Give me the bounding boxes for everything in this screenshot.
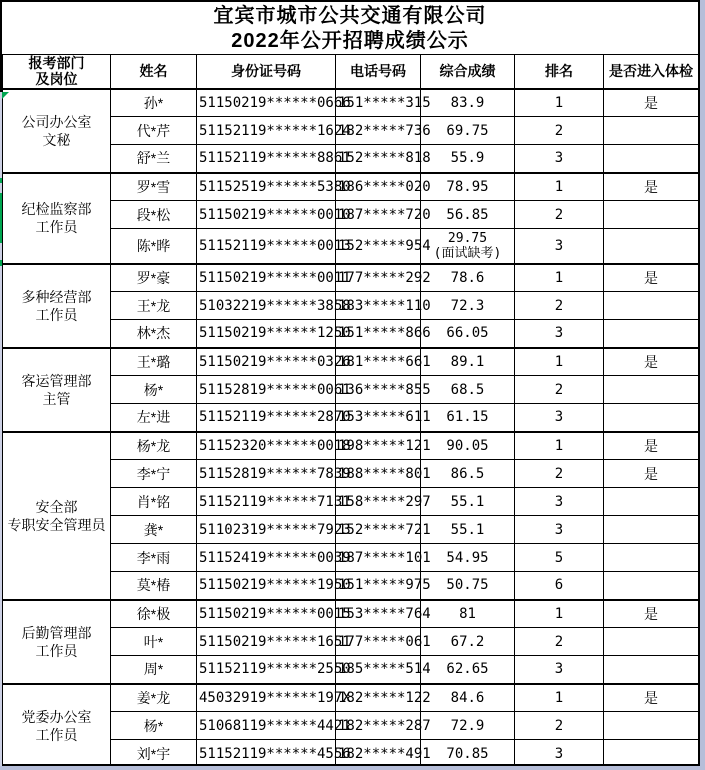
name-cell[interactable]: 杨*龙	[111, 432, 197, 460]
rank-cell[interactable]: 3	[515, 740, 604, 768]
name-cell[interactable]: 刘*宇	[111, 740, 197, 768]
rank-cell[interactable]: 1	[515, 600, 604, 628]
phone-cell[interactable]: 158*****297	[336, 488, 421, 516]
phone-cell[interactable]: 182*****491	[336, 740, 421, 768]
id-cell[interactable]: 51032219******3858	[197, 292, 336, 320]
left-edge-green-mark-icon	[0, 260, 2, 266]
rank-cell[interactable]: 1	[515, 684, 604, 712]
name-cell[interactable]: 杨*	[111, 376, 197, 404]
exam-cell[interactable]	[604, 404, 699, 432]
id-cell[interactable]: 51152119******2550	[197, 656, 336, 684]
rank-cell[interactable]: 2	[515, 460, 604, 488]
phone-cell[interactable]: 183*****110	[336, 292, 421, 320]
department-cell[interactable]: 公司办公室 文秘	[3, 89, 111, 173]
exam-cell[interactable]	[604, 145, 699, 173]
phone-cell[interactable]: 182*****122	[336, 684, 421, 712]
name-cell[interactable]: 莫*椿	[111, 572, 197, 600]
phone-cell[interactable]: 187*****101	[336, 544, 421, 572]
phone-cell[interactable]: 152*****818	[336, 145, 421, 173]
department-cell[interactable]: 多种经营部 工作员	[3, 264, 111, 348]
bottom-edge-strip	[0, 766, 705, 770]
title-block	[2, 2, 698, 54]
name-cell[interactable]: 周*	[111, 656, 197, 684]
score-cell[interactable]: 50.75	[421, 572, 515, 600]
exam-cell[interactable]: 是	[604, 432, 699, 460]
score-cell[interactable]: 68.5	[421, 376, 515, 404]
id-cell[interactable]: 51152119******4556	[197, 740, 336, 768]
name-cell[interactable]: 孙*	[111, 89, 197, 117]
phone-cell[interactable]: 188*****801	[336, 460, 421, 488]
exam-cell[interactable]: 是	[604, 600, 699, 628]
id-cell[interactable]: 51150219******1950	[197, 572, 336, 600]
name-cell[interactable]: 段*松	[111, 201, 197, 229]
phone-cell[interactable]: 151*****866	[336, 320, 421, 348]
department-cell[interactable]: 安全部 专职安全管理员	[3, 432, 111, 600]
header-score[interactable]: 综合成绩	[421, 55, 515, 89]
score-cell[interactable]: 55.1	[421, 516, 515, 544]
header-name[interactable]: 姓名	[111, 55, 197, 89]
exam-cell[interactable]	[604, 544, 699, 572]
rank-cell[interactable]: 6	[515, 572, 604, 600]
phone-cell[interactable]: 182*****287	[336, 712, 421, 740]
exam-cell[interactable]: 是	[604, 348, 699, 376]
score-cell[interactable]: 78.6	[421, 264, 515, 292]
exam-cell[interactable]: 是	[604, 89, 699, 117]
score-cell[interactable]: 55.9	[421, 145, 515, 173]
header-row	[3, 55, 699, 89]
exam-cell[interactable]	[604, 712, 699, 740]
phone-cell[interactable]: 185*****514	[336, 656, 421, 684]
rank-cell[interactable]: 2	[515, 117, 604, 145]
score-cell[interactable]: 56.85	[421, 201, 515, 229]
phone-cell[interactable]: 152*****721	[336, 516, 421, 544]
rank-cell[interactable]: 1	[515, 173, 604, 201]
name-cell[interactable]: 姜*龙	[111, 684, 197, 712]
name-cell[interactable]: 徐*极	[111, 600, 197, 628]
score-cell[interactable]: 78.95	[421, 173, 515, 201]
id-cell[interactable]: 51152119******2870	[197, 404, 336, 432]
phone-cell[interactable]: 153*****611	[336, 404, 421, 432]
header-exam[interactable]: 是否进入体检	[604, 55, 699, 89]
score-cell[interactable]: 81	[421, 600, 515, 628]
id-cell[interactable]: 51150219******0010	[197, 201, 336, 229]
exam-cell[interactable]	[604, 740, 699, 768]
id-cell[interactable]: 51152119******0013	[197, 229, 336, 264]
name-cell[interactable]: 龚*	[111, 516, 197, 544]
header-rank[interactable]: 排名	[515, 55, 604, 89]
score-cell[interactable]: 62.65	[421, 656, 515, 684]
score-cell[interactable]: 72.9	[421, 712, 515, 740]
name-cell[interactable]: 左*进	[111, 404, 197, 432]
table-row	[3, 173, 699, 201]
id-cell[interactable]: 51068119******4421	[197, 712, 336, 740]
name-cell[interactable]: 王*龙	[111, 292, 197, 320]
left-edge-green-mark-icon	[0, 178, 2, 183]
table-row	[3, 432, 699, 460]
phone-cell[interactable]: 136*****855	[336, 376, 421, 404]
score-cell[interactable]: 67.2	[421, 628, 515, 656]
header-department[interactable]: 报考部门 及岗位	[3, 55, 111, 89]
exam-cell[interactable]	[604, 488, 699, 516]
score-cell[interactable]: 72.3	[421, 292, 515, 320]
exam-cell[interactable]	[604, 117, 699, 145]
exam-cell[interactable]	[604, 320, 699, 348]
name-cell[interactable]: 李*雨	[111, 544, 197, 572]
score-cell[interactable]: 83.9	[421, 89, 515, 117]
phone-cell[interactable]: 177*****292	[336, 264, 421, 292]
phone-cell[interactable]: 151*****315	[336, 89, 421, 117]
score-cell[interactable]: 89.1	[421, 348, 515, 376]
score-cell[interactable]: 29.75 (面试缺考)	[421, 229, 515, 264]
department-cell[interactable]: 客运管理部 主管	[3, 348, 111, 432]
id-cell[interactable]: 51152119******8861	[197, 145, 336, 173]
table-row	[3, 600, 699, 628]
id-cell[interactable]: 51150219******0666	[197, 89, 336, 117]
score-cell[interactable]: 54.95	[421, 544, 515, 572]
phone-cell[interactable]: 198*****121	[336, 432, 421, 460]
id-cell[interactable]: 51152819******0061	[197, 376, 336, 404]
name-cell[interactable]: 罗*雪	[111, 173, 197, 201]
rank-cell[interactable]: 3	[515, 229, 604, 264]
name-cell[interactable]: 肖*铭	[111, 488, 197, 516]
phone-cell[interactable]: 186*****020	[336, 173, 421, 201]
department-cell[interactable]: 纪检监察部 工作员	[3, 173, 111, 264]
table-row	[3, 264, 699, 292]
score-cell[interactable]: 90.05	[421, 432, 515, 460]
page-title-line2: 2022年公开招聘成绩公示	[231, 30, 469, 52]
table-row	[3, 89, 699, 117]
score-cell[interactable]: 70.85	[421, 740, 515, 768]
id-cell[interactable]: 45032919******197X	[197, 684, 336, 712]
header-id-number[interactable]: 身份证号码	[197, 55, 336, 89]
score-cell[interactable]: 86.5	[421, 460, 515, 488]
rank-cell[interactable]: 3	[515, 320, 604, 348]
rank-cell[interactable]: 2	[515, 201, 604, 229]
rank-cell[interactable]: 3	[515, 516, 604, 544]
header-phone[interactable]: 电话号码	[336, 55, 421, 89]
phone-cell[interactable]: 152*****954	[336, 229, 421, 264]
id-cell[interactable]: 51150219******1651	[197, 628, 336, 656]
exam-cell[interactable]: 是	[604, 173, 699, 201]
department-cell[interactable]: 后勤管理部 工作员	[3, 600, 111, 684]
id-cell[interactable]: 51152119******1624	[197, 117, 336, 145]
id-cell[interactable]: 51150219******0326	[197, 348, 336, 376]
department-cell[interactable]: 党委办公室 工作员	[3, 684, 111, 768]
score-cell[interactable]: 84.6	[421, 684, 515, 712]
name-cell[interactable]: 罗*豪	[111, 264, 197, 292]
phone-cell[interactable]: 151*****975	[336, 572, 421, 600]
name-cell[interactable]: 林*杰	[111, 320, 197, 348]
phone-cell[interactable]: 177*****061	[336, 628, 421, 656]
name-cell[interactable]: 代*芹	[111, 117, 197, 145]
exam-cell[interactable]: 是	[604, 460, 699, 488]
score-cell[interactable]: 55.1	[421, 488, 515, 516]
phone-cell[interactable]: 153*****764	[336, 600, 421, 628]
exam-cell[interactable]	[604, 201, 699, 229]
exam-cell[interactable]	[604, 229, 699, 264]
left-edge-green-strip-icon	[0, 193, 2, 243]
cell-error-indicator-icon	[2, 92, 9, 99]
rank-cell[interactable]: 1	[515, 264, 604, 292]
id-cell[interactable]: 51152519******5380	[197, 173, 336, 201]
score-cell[interactable]: 61.15	[421, 404, 515, 432]
id-cell[interactable]: 51152819******7839	[197, 460, 336, 488]
phone-cell[interactable]: 187*****720	[336, 201, 421, 229]
page-title-line1: 宜宾市城市公共交通有限公司	[213, 5, 487, 27]
name-cell[interactable]: 王*璐	[111, 348, 197, 376]
right-edge-strip	[700, 0, 705, 770]
rank-cell[interactable]: 2	[515, 628, 604, 656]
exam-cell[interactable]	[604, 572, 699, 600]
id-cell[interactable]: 51152419******0039	[197, 544, 336, 572]
phone-cell[interactable]: 182*****736	[336, 117, 421, 145]
exam-cell[interactable]: 是	[604, 684, 699, 712]
exam-cell[interactable]	[604, 628, 699, 656]
rank-cell[interactable]: 2	[515, 712, 604, 740]
rank-cell[interactable]: 3	[515, 145, 604, 173]
rank-cell[interactable]: 2	[515, 292, 604, 320]
name-cell[interactable]: 杨*	[111, 712, 197, 740]
exam-cell[interactable]: 是	[604, 264, 699, 292]
exam-cell[interactable]	[604, 292, 699, 320]
name-cell[interactable]: 陈*晔	[111, 229, 197, 264]
id-cell[interactable]: 51102319******7923	[197, 516, 336, 544]
score-cell[interactable]: 66.05	[421, 320, 515, 348]
id-cell[interactable]: 51150219******1250	[197, 320, 336, 348]
name-cell[interactable]: 李*宁	[111, 460, 197, 488]
id-cell[interactable]: 51152119******7131	[197, 488, 336, 516]
id-cell[interactable]: 51150219******0011	[197, 264, 336, 292]
name-cell[interactable]: 叶*	[111, 628, 197, 656]
rank-cell[interactable]: 1	[515, 432, 604, 460]
exam-cell[interactable]	[604, 516, 699, 544]
rank-cell[interactable]: 3	[515, 404, 604, 432]
name-cell[interactable]: 舒*兰	[111, 145, 197, 173]
rank-cell[interactable]: 1	[515, 89, 604, 117]
rank-cell[interactable]: 1	[515, 348, 604, 376]
table-row	[3, 684, 699, 712]
rank-cell[interactable]: 5	[515, 544, 604, 572]
rank-cell[interactable]: 3	[515, 488, 604, 516]
table-row	[3, 348, 699, 376]
phone-cell[interactable]: 181*****661	[336, 348, 421, 376]
score-cell[interactable]: 69.75	[421, 117, 515, 145]
id-cell[interactable]: 51152320******0018	[197, 432, 336, 460]
exam-cell[interactable]	[604, 656, 699, 684]
rank-cell[interactable]: 2	[515, 376, 604, 404]
id-cell[interactable]: 51150219******0015	[197, 600, 336, 628]
rank-cell[interactable]: 3	[515, 656, 604, 684]
results-table	[2, 54, 699, 768]
exam-cell[interactable]	[604, 376, 699, 404]
